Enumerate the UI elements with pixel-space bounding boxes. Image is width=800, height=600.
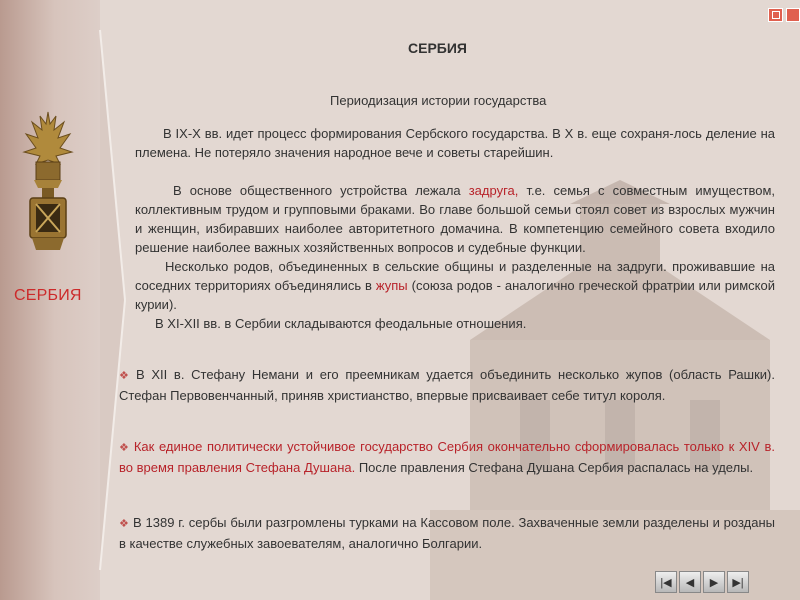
- last-slide-button[interactable]: ▶|: [727, 571, 749, 593]
- prev-slide-button[interactable]: ◀: [679, 571, 701, 593]
- bullet-item: [119, 513, 775, 553]
- bullet-text-highlight: Как единое политически устойчивое государство Сербия окончательно сформировалась только к XIV в. во время правления Стефана Душана.: [119, 439, 775, 475]
- paragraph-text: В основе общественного устройства лежала: [173, 183, 469, 198]
- term-zhupy: жупы: [375, 278, 408, 293]
- bullet-text: После правления Стефана Душана Сербия распалась на уделы.: [355, 460, 754, 475]
- slide-navigation: [655, 571, 749, 593]
- paragraph-text: В IX-X вв. идет процесс формирования Сербского государства. В X в. еще сохраня-лось деление на племена. Не потеряло значения народное вече и советы старейшин.: [135, 126, 775, 160]
- window-close-button[interactable]: [768, 8, 783, 22]
- term-zadruga: задруга,: [468, 183, 519, 198]
- bullet-text: В 1389 г. сербы были разгромлены турками на Кассовом поле. Захваченные земли разделены и розданы в качестве служебных завоевателям, аналогично Болгарии.: [119, 515, 775, 551]
- paragraph-text: В XI-XII вв. в Сербии складываются феодальные отношения.: [155, 316, 527, 331]
- square-icon: [772, 11, 780, 19]
- paragraph-4: [135, 314, 775, 333]
- bullet-item: [119, 365, 775, 405]
- paragraph-text: т.е. семья с совместным имуществом, коллективным трудом и групповыми браками. Во главе большой семьи стоял совет из взрослых мужчин и женщин, избиравших наиболее авторитетного домачина. В компетенцию семейного совета входило решение наиболее важных хозяйственных вопросов и судебные функции.: [135, 183, 775, 255]
- paragraph-text: Несколько родов, объединенных в сельские общины и разделенные на задруги. проживавшие на соседних территориях объединялись в: [135, 259, 775, 293]
- diamond-bullet-icon: ❖: [119, 518, 130, 530]
- paragraph-2: [135, 181, 775, 257]
- intro-text: [135, 124, 775, 333]
- sidebar-title: СЕРБИЯ: [14, 287, 82, 304]
- paragraph-3: [135, 257, 775, 314]
- window-extra-button[interactable]: [786, 8, 800, 22]
- diamond-bullet-icon: ❖: [119, 442, 130, 454]
- bullet-text: В XII в. Стефану Немани и его преемникам удается объединить несколько жупов (область Рашки). Стефан Первовенчанный, приняв христианство, впервые присваивает себе титул короля.: [119, 367, 775, 403]
- first-slide-button[interactable]: |◀: [655, 571, 677, 593]
- slide-title: СЕРБИЯ: [408, 40, 467, 56]
- paragraph-text: (союза родов - аналогично греческой фратрии или римской курии).: [135, 278, 776, 312]
- next-slide-button[interactable]: ▶: [703, 571, 725, 593]
- slide-subtitle: Периодизация истории государства: [330, 93, 547, 108]
- diamond-bullet-icon: ❖: [119, 370, 132, 382]
- bullet-item: [119, 437, 775, 477]
- paragraph-1: [135, 124, 775, 162]
- serbia-emblem-icon: [20, 108, 76, 258]
